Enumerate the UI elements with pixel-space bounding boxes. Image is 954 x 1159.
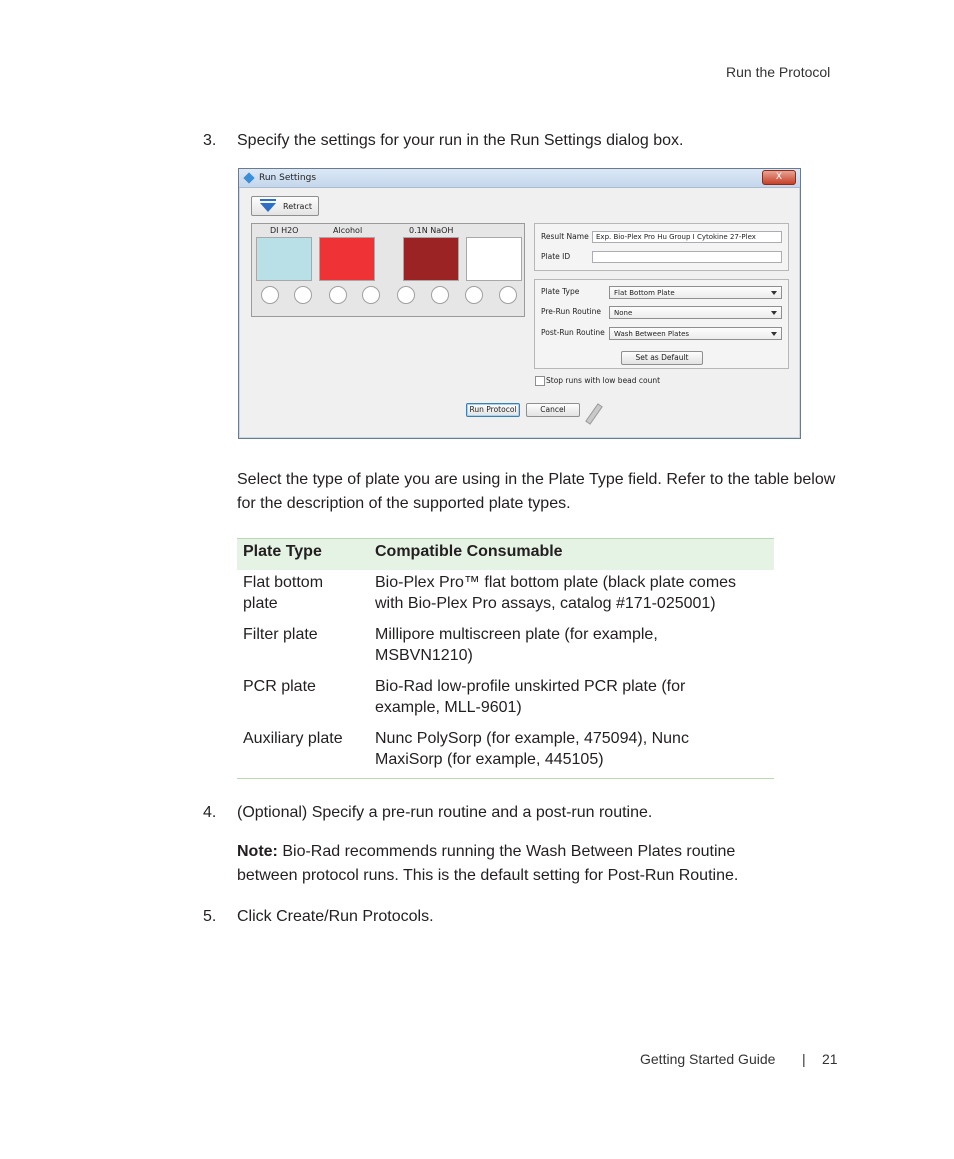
result-name-input[interactable]: Exp. Bio-Plex Pro Hu Group I Cytokine 27-Plex (592, 231, 782, 243)
plate-type-instruction: Select the type of plate you are using in the Plate Type field. Refer to the table below for the description of the supported plate types. (237, 471, 836, 512)
page-number: 21 (822, 1051, 838, 1067)
reagent-label: DI H2O (270, 226, 299, 235)
footer-guide-title: Getting Started Guide (640, 1051, 776, 1067)
well (261, 286, 279, 304)
plate-type-select[interactable] (609, 286, 782, 299)
well (465, 286, 483, 304)
table-row-desc: Bio-Rad low-profile unskirted PCR plate (for example, MLL-9601) (375, 678, 686, 716)
set-default-button[interactable]: Set as Default (621, 351, 703, 365)
post-run-label: Post-Run Routine (541, 328, 605, 337)
table-row-desc: Nunc PolySorp (for example, 475094), Nunc MaxiSorp (for example, 445105) (375, 730, 689, 768)
plate-type-value: Flat Bottom Plate (614, 289, 675, 297)
dialog-titlebar (239, 169, 800, 188)
pre-run-label: Pre-Run Routine (541, 307, 602, 316)
wrench-icon[interactable] (585, 403, 603, 424)
step-4-text: (Optional) Specify a pre-run routine and a post-run routine. (237, 804, 653, 821)
pre-run-select[interactable] (609, 306, 782, 319)
chevron-down-icon (771, 311, 777, 315)
reservoir-di-h2o (256, 237, 312, 281)
close-button[interactable]: X (762, 170, 796, 185)
table-header (237, 538, 774, 570)
step-3-text: Specify the settings for your run in the Run Settings dialog box. (237, 132, 684, 149)
dialog-title: Run Settings (259, 173, 317, 183)
well (329, 286, 347, 304)
retract-arrow-icon (260, 203, 276, 212)
reservoir-naoh (403, 237, 459, 281)
table-row-desc: Bio-Plex Pro™ flat bottom plate (black plate comes with Bio-Plex Pro assays, catalog #171-025001) (375, 574, 737, 612)
plate-id-input[interactable] (592, 251, 782, 263)
chevron-down-icon (771, 291, 777, 295)
step-5-number: 5. (203, 908, 217, 925)
app-icon (243, 172, 254, 183)
note-label: Note: (237, 843, 278, 860)
reservoir-alcohol (319, 237, 375, 281)
stop-low-bead-checkbox[interactable] (535, 376, 545, 386)
col-compatible-consumable: Compatible Consumable (375, 543, 563, 560)
running-header: Run the Protocol (726, 64, 831, 80)
table-row-desc: Millipore multiscreen plate (for example, MSBVN1210) (375, 626, 658, 664)
plate-type-label: Plate Type (541, 287, 580, 296)
reagent-label: 0.1N NaOH (409, 226, 454, 235)
result-panel (534, 223, 789, 271)
pre-run-value: None (614, 309, 633, 317)
retract-bar-icon (260, 199, 276, 201)
retract-button[interactable] (251, 196, 319, 216)
well (294, 286, 312, 304)
well (397, 286, 415, 304)
routine-panel (534, 279, 789, 369)
run-protocol-button[interactable]: Run Protocol (466, 403, 520, 417)
table-row-type: Auxiliary plate (243, 730, 343, 747)
result-name-label: Result Name (541, 232, 589, 241)
step-3-number: 3. (203, 132, 217, 149)
chevron-down-icon (771, 332, 777, 336)
reagent-panel (251, 223, 525, 317)
post-run-value: Wash Between Plates (614, 330, 690, 338)
reagent-label: Alcohol (333, 226, 363, 235)
reservoir-empty (466, 237, 522, 281)
note (237, 840, 797, 888)
post-run-select[interactable] (609, 327, 782, 340)
note-text: Bio-Rad recommends running the Wash Between Plates routine between protocol runs. This is the default setting for Post-Run Routine. (237, 843, 739, 884)
footer-separator: | (802, 1051, 806, 1067)
run-settings-dialog (238, 168, 801, 439)
well (499, 286, 517, 304)
col-plate-type: Plate Type (243, 543, 322, 560)
table-bottom-rule (237, 778, 774, 779)
table-row-type: Flat bottom plate (243, 574, 324, 612)
step-5-text: Click Create/Run Protocols. (237, 908, 434, 925)
stop-low-bead-label: Stop runs with low bead count (546, 376, 661, 385)
step-4-number: 4. (203, 804, 217, 821)
table-row-type: PCR plate (243, 678, 316, 695)
well (362, 286, 380, 304)
well (431, 286, 449, 304)
table-row-type: Filter plate (243, 626, 318, 643)
retract-label: Retract (283, 202, 312, 211)
cancel-button[interactable]: Cancel (526, 403, 580, 417)
plate-id-label: Plate ID (541, 252, 571, 261)
